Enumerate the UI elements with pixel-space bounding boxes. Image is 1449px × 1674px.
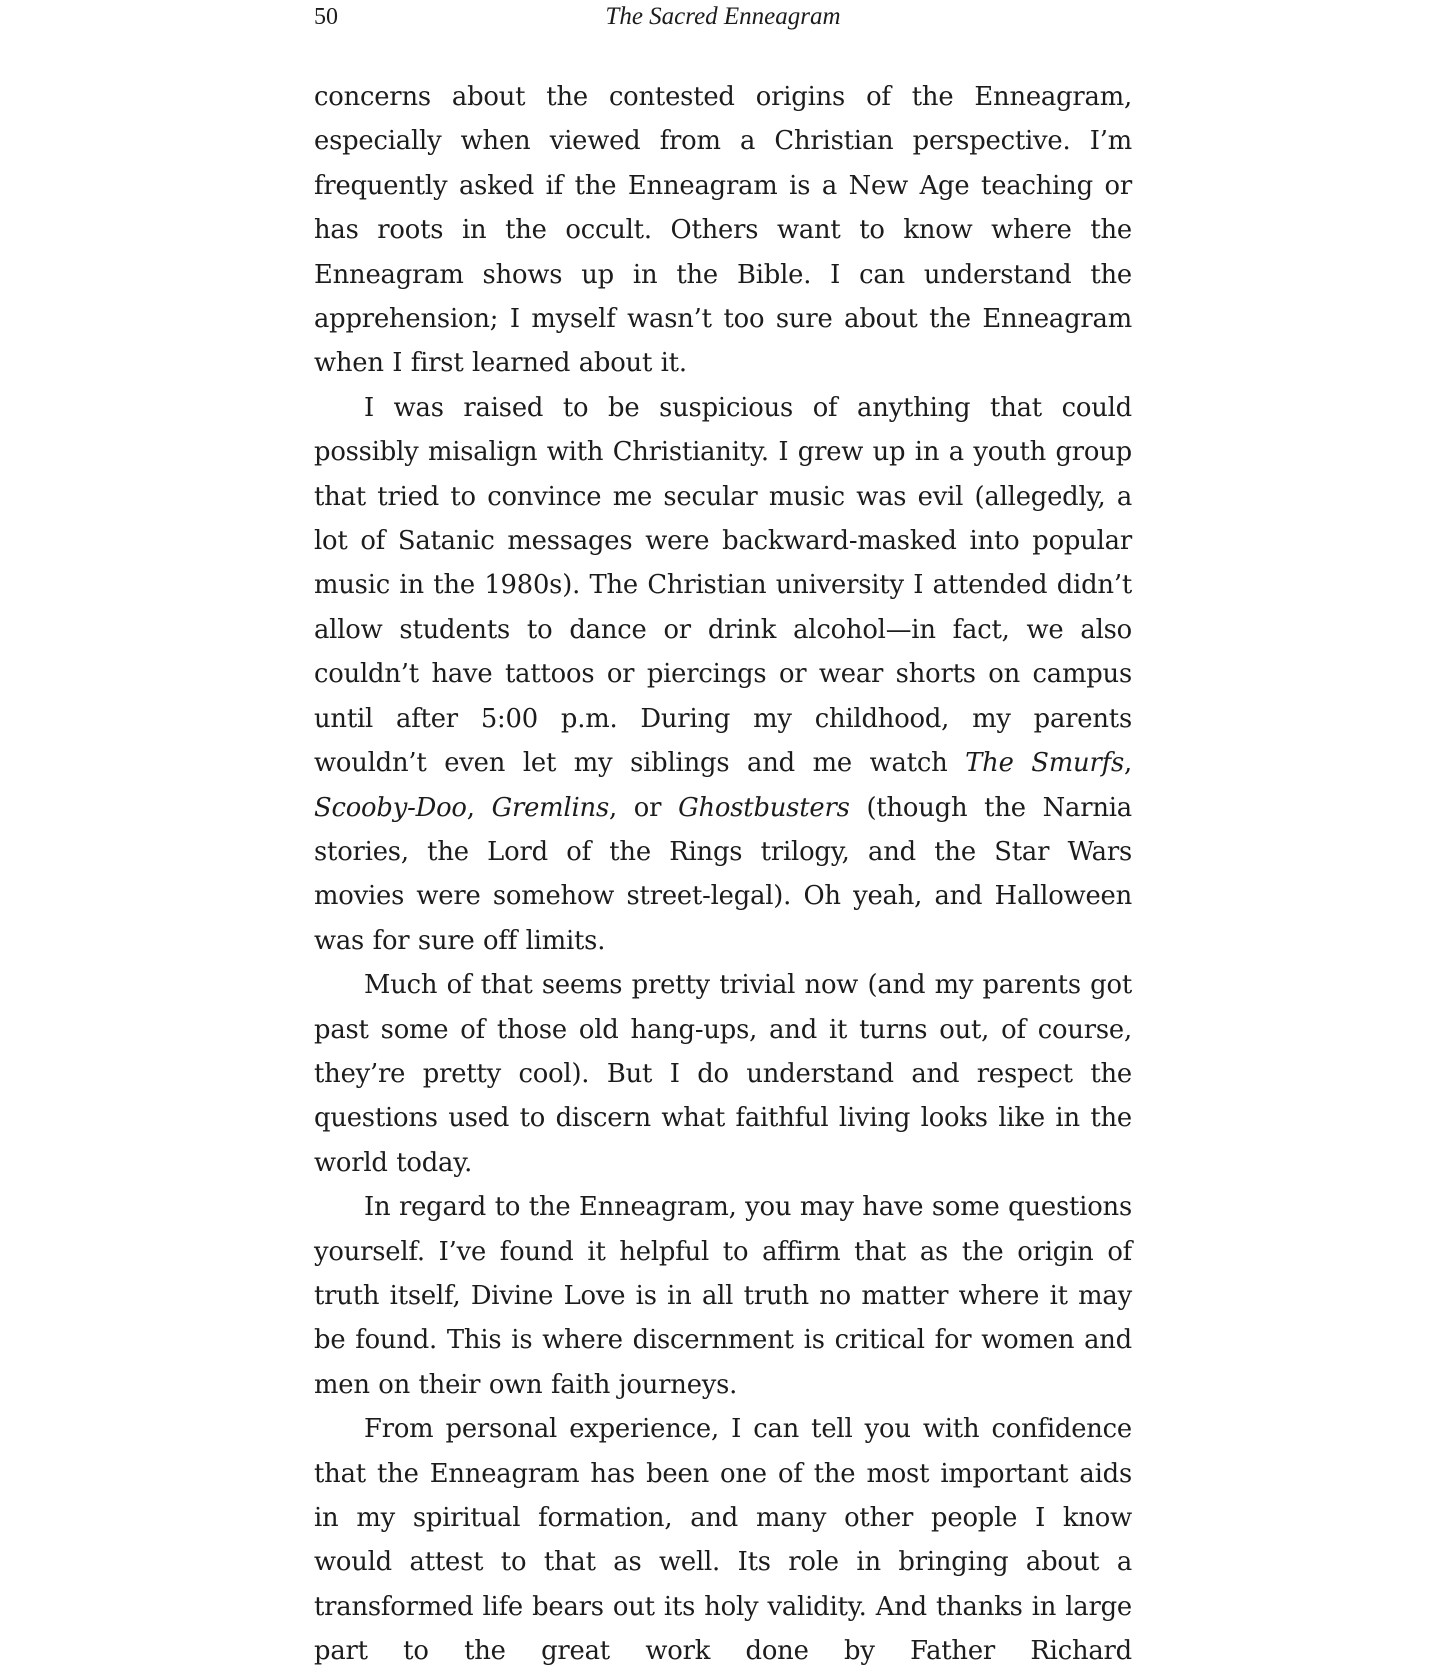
paragraph-3: Much of that seems pretty trivial now (and my parents got past some of those old hang-ups, and it turns out, of course, they’re pretty cool). But I do understand and respect the questions used to discern what faithful living looks like in the world today.: [314, 970, 1132, 1178]
separator: ,: [466, 792, 492, 823]
book-page: [314, 0, 1132, 1667]
title-ghostbusters: Ghostbusters: [678, 792, 850, 823]
paragraph-1: concerns about the contested origins of the Enneagram, especially when viewed from a Christian perspective. I’m frequently asked if the Enneagram is a New Age teaching or has roots in the occult. Others want to know where the Enneagram shows up in the Bible. I can understand the apprehension; I myself wasn’t too sure about the Enneagram when I first learned about it.: [314, 82, 1132, 379]
paragraph-5: From personal experience, I can tell you with confidence that the Enneagram has been one of the most important aids in my spiritual formation, and many other people I know would attest to that as well. Its role in bringing about a transformed life bears out its holy validity. And thanks in large part to the great work done by Father Richard: [314, 1414, 1132, 1667]
running-head: [314, 0, 1132, 40]
paragraph-4: In regard to the Enneagram, you may have some questions yourself. I’ve found it helpful to affirm that as the origin of truth itself, Divine Love is in all truth no matter where it may be found. This is where discernment is critical for women and men on their own faith journeys.: [314, 1192, 1132, 1400]
page-number: 50: [314, 4, 338, 30]
running-title: The Sacred Enneagram: [605, 3, 841, 30]
separator: , or: [608, 792, 679, 823]
paragraph-2-text-a: I was raised to be suspicious of anything that could possibly misalign with Christianity. I grew up in a youth group that tried to convince me secular music was evil (allegedly, a lot of Satanic messages were backward-masked into popular music in the 1980s). The Christian university I attended didn’t allow students to dance or drink alcohol—in fact, we also couldn’t have tattoos or piercings or wear shorts on campus until after 5:00 p.m. During my childhood, my parents wouldn’t even let my siblings and me watch: [314, 392, 1132, 779]
title-scooby-doo: Scooby-Doo: [314, 792, 467, 823]
body-text: [314, 75, 1132, 1674]
title-the-smurfs: The Smurfs: [965, 748, 1124, 779]
title-gremlins: Gremlins: [491, 792, 609, 823]
paragraph-2-text-b: (though the Narnia stories, the Lord of the Rings trilogy, and the Star Wars movies were somehow street-legal). Oh yeah, and Halloween was for sure off limits.: [314, 792, 1132, 956]
separator: ,: [1123, 748, 1132, 779]
paragraph-2: [314, 386, 1132, 963]
